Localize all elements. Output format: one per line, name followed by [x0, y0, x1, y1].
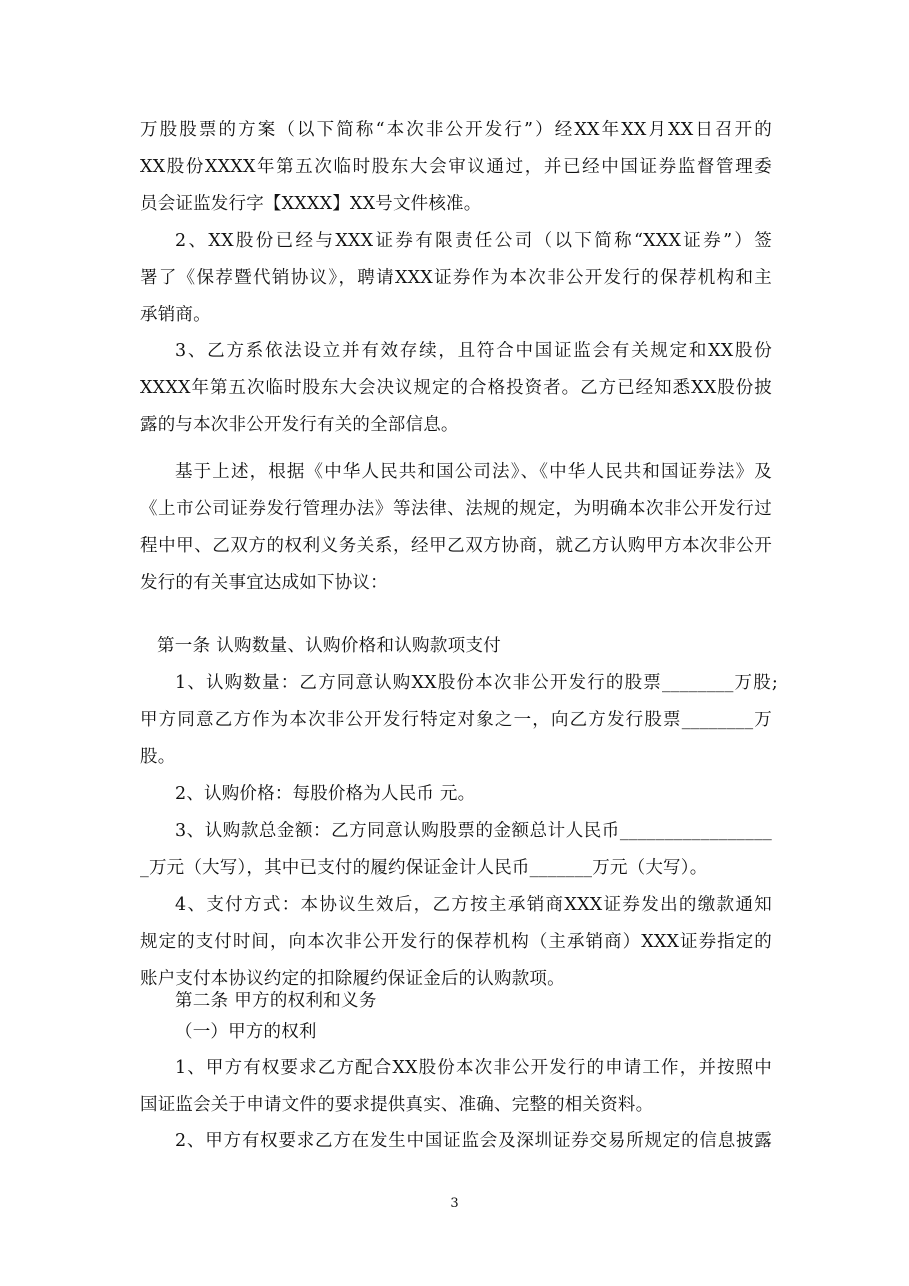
- body-text-line: 署了《保荐暨代销协议》，聘请XXX证券作为本次非公开发行的保荐机构和主: [140, 268, 772, 288]
- body-text-line: 万股股票的方案（以下简称“本次非公开发行”）经XX年XX月XX日召开的: [140, 120, 772, 140]
- body-text-line: 《上市公司证券发行管理办法》等法律、法规的规定，为明确本次非公开发行过: [140, 499, 772, 519]
- body-text-line: 3、认购款总金额：乙方同意认购股票的金额总计人民币_________________: [175, 821, 772, 841]
- body-text-line: 承销商。: [140, 305, 211, 325]
- body-text-line: _万元（大写），其中已支付的履约保证金计人民币_______万元（大写）。: [140, 858, 708, 878]
- body-text-line: 4、支付方式：本协议生效后，乙方按主承销商XXX证券发出的缴款通知: [175, 895, 772, 915]
- body-text-line: 2、认购价格：每股价格为人民币 元。: [175, 784, 476, 804]
- body-text-line: XX股份XXXX年第五次临时股东大会审议通过，并已经中国证券监督管理委: [140, 157, 772, 177]
- article-2-heading: 第二条 甲方的权利和义务: [175, 991, 377, 1011]
- article-1-heading: 第一条 认购数量、认购价格和认购款项支付: [157, 636, 502, 656]
- body-text-line: 3、乙方系依法设立并有效存续，且符合中国证监会有关规定和XX股份: [175, 341, 772, 361]
- body-text-line: 2、甲方有权要求乙方在发生中国证监会及深圳证券交易所规定的信息披露: [175, 1131, 772, 1151]
- body-text-line: 规定的支付时间，向本次非公开发行的保荐机构（主承销商）XXX证券指定的: [140, 932, 772, 952]
- subsection-heading: （一）甲方的权利: [175, 1022, 317, 1042]
- body-text-line: 员会证监发行字【XXXX】XX号文件核准。: [140, 194, 482, 214]
- page-number: 3: [450, 1196, 459, 1211]
- body-text-line: 露的与本次非公开发行有关的全部信息。: [140, 415, 459, 435]
- body-text-line: 甲方同意乙方作为本次非公开发行特定对象之一，向乙方发行股票________万: [140, 710, 772, 730]
- body-text-line: 基于上述，根据《中华人民共和国公司法》、《中华人民共和国证券法》及: [175, 462, 772, 482]
- body-text-line: 1、甲方有权要求乙方配合XX股份本次非公开发行的申请工作，并按照中: [175, 1058, 772, 1078]
- body-text-line: 国证监会关于申请文件的要求提供真实、准确、完整的相关资料。: [140, 1095, 654, 1115]
- body-text-line: 2、XX股份已经与XXX证券有限责任公司（以下简称“XXX证券”）签: [175, 231, 772, 251]
- body-text-line: 1、认购数量：乙方同意认购XX股份本次非公开发行的股票________万股;: [175, 673, 778, 693]
- body-text-line: 账户支付本协议约定的扣除履约保证金后的认购款项。: [140, 969, 565, 989]
- body-text-line: XXXX年第五次临时股东大会决议规定的合格投资者。乙方已经知悉XX股份披: [140, 378, 772, 398]
- body-text-line: 程中甲、乙双方的权利义务关系，经甲乙双方协商，就乙方认购甲方本次非公开: [140, 536, 772, 556]
- body-text-line: 股。: [140, 747, 176, 767]
- body-text-line: 发行的有关事宜达成如下协议：: [140, 573, 388, 593]
